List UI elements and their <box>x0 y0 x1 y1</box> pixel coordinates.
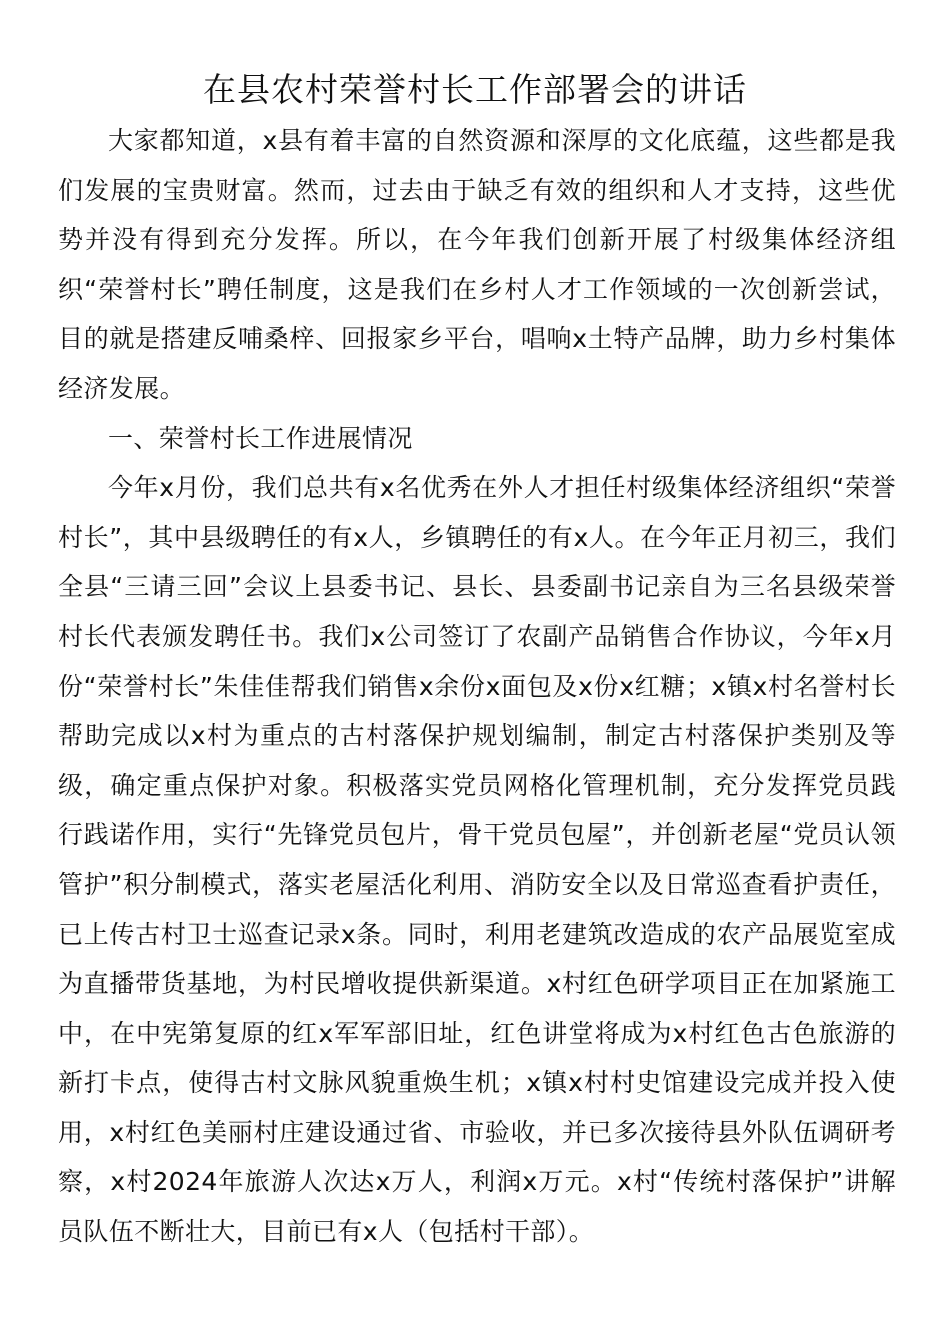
paragraph-progress: 今年x月份，我们总共有x名优秀在外人才担任村级集体经济组织“荣誉村长”，其中县级聘任的有x人，乡镇聘任的有x人。在今年正月初三，我们全县“三请三回”会议上县委书记、县长、县委副书记亲自为三名县级荣誉村长代表颁发聘任书。我们x公司签订了农副产品销售合作协议，今年x月份“荣誉村长”朱佳佳帮我们销售x余份x面包及x份x红糖；x镇x村名誉村长帮助完成以x村为重点的古村落保护规划编制，制定古村落保护类别及等级，确定重点保护对象。积极落实党员网格化管理机制，充分发挥党员践行践诺作用，实行“先锋党员包片，骨干党员包屋”，并创新老屋“党员认领管护”积分制模式，落实老屋活化利用、消防安全以及日常巡查看护责任，已上传古村卫士巡查记录x条。同时，利用老建筑改造成的农产品展览室成为直播带货基地，为村民增收提供新渠道。x村红色研学项目正在加紧施工中，在中宪第复原的红x军军部旧址，红色讲堂将成为x村红色古色旅游的新打卡点，使得古村文脉风貌重焕生机；x镇x村村史馆建设完成并投入使用，x村红色美丽村庄建设通过省、市验收，并已多次接待县外队伍调研考察，x村2024年旅游人次达x万人，利润x万元。x村“传统村落保护”讲解员队伍不断壮大，目前已有x人（包括村干部）。 <box>58 473 896 1247</box>
section-heading-progress: 一、荣誉村长工作进展情况 <box>108 423 413 453</box>
document-body <box>58 116 896 1257</box>
paragraph-intro: 大家都知道，x县有着丰富的自然资源和深厚的文化底蕴，这些都是我们发展的宝贵财富。然而，过去由于缺乏有效的组织和人才支持，这些优势并没有得到充分发挥。所以，在今年我们创新开展了村级集体经济组织“荣誉村长”聘任制度，这是我们在乡村人才工作领域的一次创新尝试，目的就是搭建反哺桑梓、回报家乡平台，唱响x土特产品牌，助力乡村集体经济发展。 <box>58 126 896 403</box>
document-title: 在县农村荣誉村长工作部署会的讲话 <box>203 70 747 109</box>
